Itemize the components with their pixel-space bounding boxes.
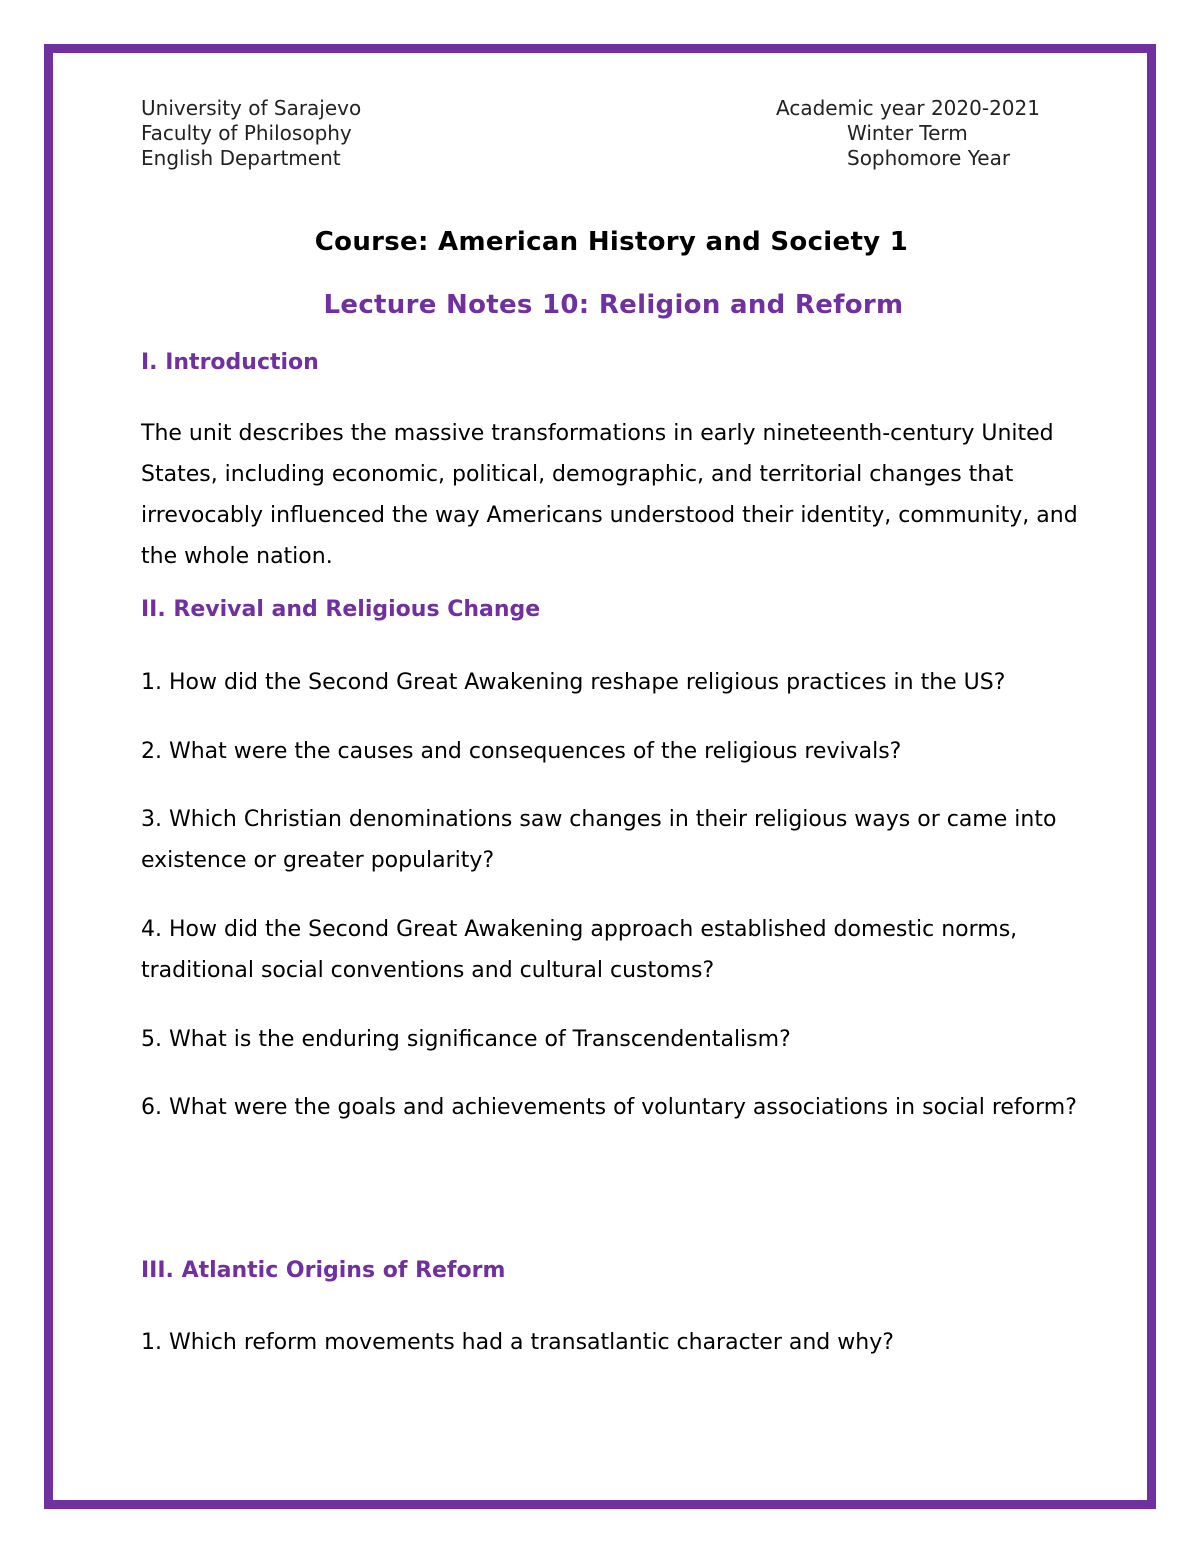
question-item: 6. What were the goals and achievements of voluntary associations in social reform? bbox=[141, 1095, 1077, 1120]
course-title: Course: American History and Society 1 bbox=[314, 227, 909, 257]
question-item: 1. How did the Second Great Awakening reshape religious practices in the US? bbox=[141, 670, 1006, 695]
question-item: 2. What were the causes and consequences of the religious revivals? bbox=[141, 739, 902, 764]
section-heading-introduction: I. Introduction bbox=[141, 350, 319, 375]
term: Winter Term bbox=[847, 121, 968, 145]
introduction-paragraph: The unit describes the massive transformations in early nineteenth-century United States, including economic, political, demographic, and territorial changes that irrevocably influenced the way Americans understood their identity, community, and the whole nation. bbox=[141, 421, 1078, 569]
lecture-title: Lecture Notes 10: Religion and Reform bbox=[323, 290, 904, 320]
section-heading-atlantic: III. Atlantic Origins of Reform bbox=[141, 1258, 506, 1283]
institution-block bbox=[141, 96, 361, 171]
university-name: University of Sarajevo bbox=[141, 96, 362, 120]
study-year: Sophomore Year bbox=[847, 146, 1011, 170]
section-heading-revival: II. Revival and Religious Change bbox=[141, 597, 541, 622]
academic-year: Academic year 2020-2021 bbox=[776, 96, 1040, 120]
department-name: English Department bbox=[141, 146, 341, 170]
question-item: 1. Which reform movements had a transatlantic character and why? bbox=[141, 1330, 894, 1355]
term-block bbox=[776, 96, 1061, 171]
question-item: 4. How did the Second Great Awakening approach established domestic norms, traditional social conventions and cultural customs? bbox=[141, 917, 1018, 983]
question-item: 3. Which Christian denominations saw changes in their religious ways or came into existence or greater popularity? bbox=[141, 807, 1057, 873]
page-border bbox=[44, 44, 1156, 1509]
faculty-name: Faculty of Philosophy bbox=[141, 121, 352, 145]
question-item: 5. What is the enduring significance of Transcendentalism? bbox=[141, 1027, 791, 1052]
